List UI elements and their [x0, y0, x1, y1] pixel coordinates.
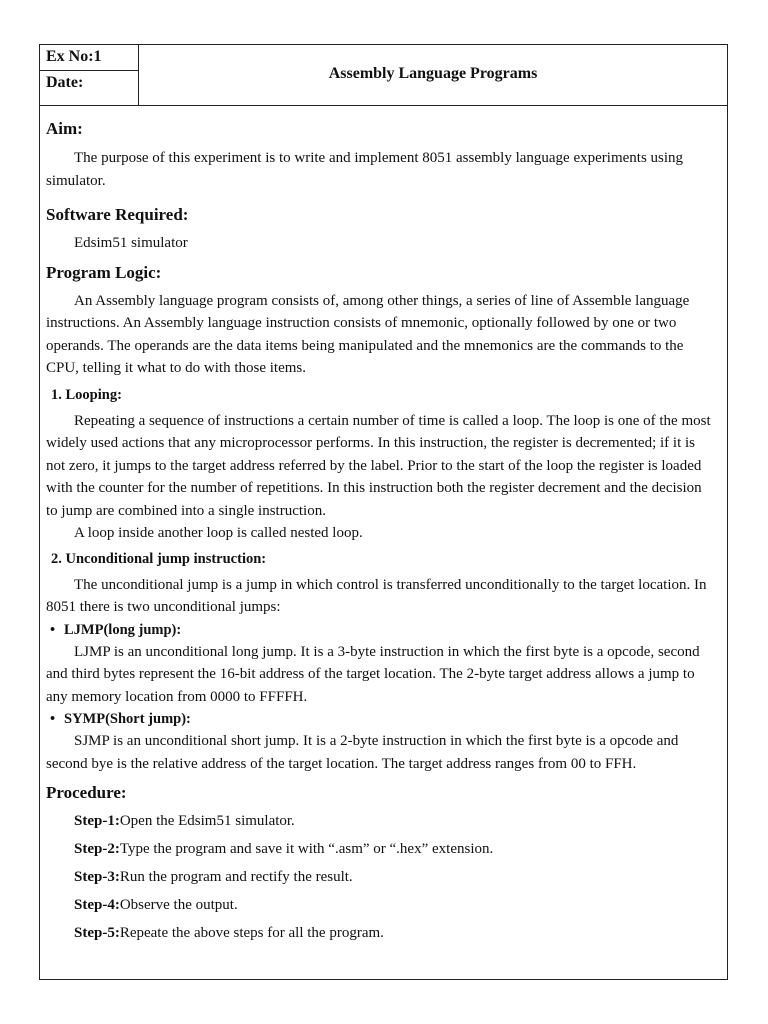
software-heading: Software Required:: [46, 205, 189, 224]
sjmp-heading-label: SYMP(Short jump):: [64, 711, 191, 727]
looping-text: Repeating a sequence of instructions a certain number of time is called a loop. The loop is one of the most widely used actions that any microprocessor performs. In this instruction, the register is decremented; if it is not zero, it jumps to the target address referred by the label. Prior to the start of the loop the register is loaded with the counter for the number of repetitions. In this instruction both the register decrement and the decision to jump are combined into a single instruction.: [46, 412, 711, 519]
procedure-step: [46, 922, 716, 944]
ex-no-label: Ex No:1: [40, 45, 138, 71]
step-text: Type the program and save it with “.asm” or “.hex” extension.: [119, 841, 494, 857]
document-body: [40, 106, 727, 944]
procedure-heading: Procedure:: [46, 783, 127, 802]
aim-text: The purpose of this experiment is to write and implement 8051 assembly language experiments using simulator.: [46, 150, 684, 189]
step-text: Observe the output.: [119, 897, 238, 913]
unconditional-text: The unconditional jump is a jump in which control is transferred unconditionally to the target location. In 8051 there is two unconditional jumps:: [46, 576, 707, 615]
step-text: Open the Edsim51 simulator.: [119, 813, 295, 829]
procedure-step: [46, 838, 716, 860]
sjmp-text: SJMP is an unconditional short jump. It is a 2-byte instruction in which the first byte is a opcode and second bye is the relative address of the target location. The target address ranges from 00 to FFH.: [46, 733, 679, 772]
procedure-step: [46, 866, 716, 888]
page-title: Assembly Language Programs: [328, 65, 538, 82]
step-label: Step-1:: [74, 813, 120, 829]
ljmp-text: LJMP is an unconditional long jump. It is a 3-byte instruction in which the first byte is a opcode, second and third bytes represent the 16-bit address of the target location. The 2-byte target address allows a jump to any memory location from 0000 to FFFFH.: [46, 643, 700, 705]
experiment-sheet: [39, 44, 728, 980]
aim-heading: Aim:: [46, 119, 83, 138]
sjmp-heading: [46, 708, 716, 730]
step-label: Step-4:: [74, 897, 120, 913]
header-left-cells: [40, 45, 139, 105]
bullet-icon: •: [50, 711, 56, 727]
ljmp-heading: [46, 619, 716, 641]
step-label: Step-2:: [74, 841, 120, 857]
step-text: Repeate the above steps for all the program.: [119, 925, 384, 941]
step-label: Step-3:: [74, 869, 120, 885]
ljmp-heading-label: LJMP(long jump):: [64, 621, 182, 638]
procedure-step: [46, 810, 716, 832]
unconditional-heading: 2. Unconditional jump instruction:: [51, 550, 267, 567]
step-label: Step-5:: [74, 925, 120, 941]
header-table: [40, 45, 727, 106]
nested-loop-text: A loop inside another loop is called nested loop.: [74, 525, 363, 541]
date-label: Date:: [46, 74, 84, 91]
software-text: Edsim51 simulator: [74, 235, 188, 251]
procedure-step: [46, 894, 716, 916]
logic-text: An Assembly language program consists of, among other things, a series of line of Assemble language instructions. An Assembly language instruction consists of mnemonic, optionally followed by one or two operands. The operands are the data items being manipulated and the mnemonics are the commands to the CPU, telling it what to do with those items.: [46, 292, 690, 376]
looping-heading: 1. Looping:: [51, 386, 122, 403]
step-text: Run the program and rectify the result.: [119, 869, 353, 885]
logic-heading: Program Logic:: [46, 262, 162, 282]
bullet-icon: •: [50, 621, 56, 638]
